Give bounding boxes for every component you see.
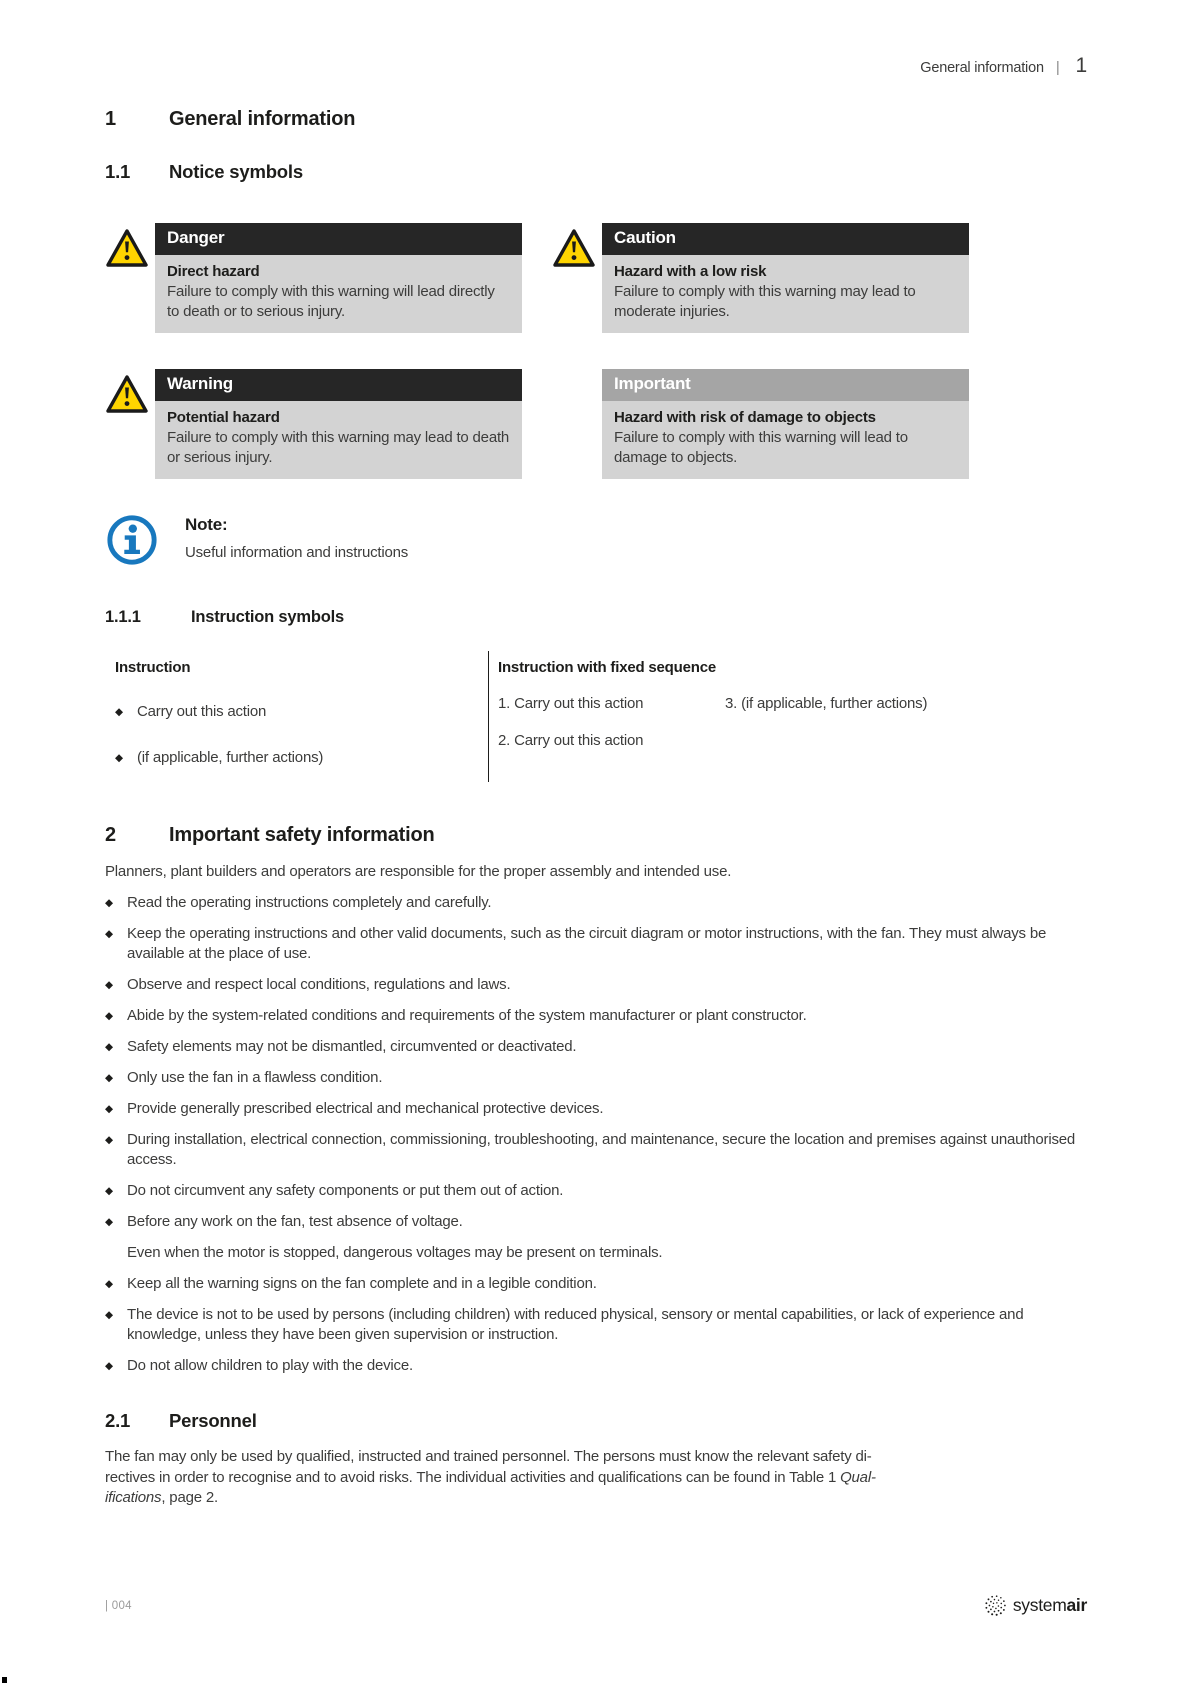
footer-page-id: | 004 [105,1599,132,1612]
caution-subject: Hazard with a low risk [614,263,767,280]
diamond-bullet-icon: ◆ [105,1102,113,1115]
table-cell: 1. Carry out this action [498,695,644,712]
list-item-text: Safety elements may not be dismantled, circumvented or deactivated. [127,1038,577,1055]
warning-notice [105,369,522,479]
table-col1-header: Instruction [115,659,191,676]
safety-intro: Planners, plant builders and operators are responsible for the proper assembly and intended use. [105,863,732,880]
personnel-paragraph [105,1447,1087,1509]
systemair-logo [984,1594,1087,1617]
danger-subject: Direct hazard [167,263,260,280]
table-row [115,748,474,768]
list-item-text: Provide generally prescribed electrical and mechanical protective devices. [127,1100,604,1117]
note-label: Note: [185,515,228,534]
heading-number: 2 [105,824,116,846]
list-item [105,893,1087,913]
page-footer [105,1594,1087,1617]
list-item-text: Do not circumvent any safety components or put them out of action. [127,1182,564,1199]
diamond-bullet-icon: ◆ [115,705,123,718]
list-item-text: During installation, electrical connection, commissioning, troubleshooting, and maintenance, secure the location and premises against unauthorised access. [127,1131,1076,1168]
heading-notice-symbols [105,161,1087,183]
heading-personnel [105,1410,1087,1432]
list-item-text: Keep the operating instructions and other valid documents, such as the circuit diagram or motor instructions, with the fan. They must always be available at the place of use. [127,925,1047,962]
heading-number: 1.1 [105,161,131,182]
diamond-bullet-icon: ◆ [105,1215,113,1228]
list-item [105,1099,1087,1119]
list-item-text: The device is not to be used by persons (including children) with reduced physical, sensory or mental capabilities, or lack of experience and knowledge, unless they have been given supervision or instruction. [127,1306,1024,1343]
diamond-bullet-icon: ◆ [105,1040,113,1053]
running-header [105,54,1087,78]
systemair-fan-icon [984,1594,1007,1617]
heading-number: 2.1 [105,1410,131,1431]
list-item [105,1356,1087,1376]
table-reference: Qual- [840,1468,876,1486]
note-text: Useful information and instructions [185,544,409,561]
list-item [105,1274,1087,1294]
diamond-bullet-icon: ◆ [105,1308,113,1321]
icon-spacer [552,369,602,374]
list-item [105,1068,1087,1088]
warning-subject: Potential hazard [167,409,280,426]
table-col2-header: Instruction with fixed sequence [498,659,717,676]
page-number: 1 [1075,54,1087,77]
table-cell: Carry out this action [137,703,267,720]
important-header: Important [602,369,969,401]
table-cell-empty [725,732,1087,749]
brand-name-regular: system [1012,1595,1067,1615]
diamond-bullet-icon: ◆ [105,978,113,991]
info-icon [105,513,163,572]
list-item [105,1181,1087,1201]
diamond-bullet-icon: ◆ [105,1071,113,1084]
heading-important-safety-information [105,824,1087,847]
diamond-bullet-icon: ◆ [105,1277,113,1290]
paragraph-line [105,1488,1087,1509]
paragraph-text: The fan may only be used by qualified, instructed and trained personnel. The persons must know the relevant safety di- [105,1448,872,1465]
list-item [105,975,1087,995]
heading-number: 1.1.1 [105,608,141,626]
list-item-text: Read the operating instructions completely and carefully. [127,894,492,911]
table-reference: ifications [105,1489,162,1506]
heading-title: General information [169,108,356,130]
list-item [105,924,1087,964]
table-cell: 3. (if applicable, further actions) [725,695,928,712]
heading-general-information [105,108,1087,131]
list-item-text: Keep all the warning signs on the fan complete and in a legible condition. [127,1275,597,1292]
voltage-note: Even when the motor is stopped, dangerous voltages may be present on terminals. [127,1244,663,1261]
table-cell: 2. Carry out this action [498,732,644,749]
diamond-bullet-icon: ◆ [115,751,123,764]
running-header-separator: | [1055,59,1060,76]
note-block [105,513,1087,572]
diamond-bullet-icon: ◆ [105,1009,113,1022]
heading-number: 1 [105,108,116,130]
paragraph-line [105,1447,1087,1468]
paragraph-line [105,1468,1087,1489]
diamond-bullet-icon: ◆ [105,1133,113,1146]
diamond-bullet-icon: ◆ [105,927,113,940]
crop-mark [2,1677,7,1683]
list-item-text: Observe and respect local conditions, regulations and laws. [127,976,511,993]
list-item [105,1037,1087,1057]
instruction-symbols-table [105,651,1087,782]
list-item-text: Abide by the system-related conditions and requirements of the system manufacturer or plant constructor. [127,1007,807,1024]
warning-text: Failure to comply with this warning may lead to death or serious injury. [167,429,510,466]
notice-boxes [105,223,1087,479]
warning-header: Warning [155,369,522,401]
important-notice [552,369,969,479]
heading-title: Notice symbols [169,161,303,182]
caution-header: Caution [602,223,969,255]
diamond-bullet-icon: ◆ [105,896,113,909]
heading-title: Important safety information [169,824,435,846]
heading-title: Personnel [169,1410,257,1431]
brand-name-bold: air [1066,1595,1087,1615]
danger-header: Danger [155,223,522,255]
warning-triangle-icon [552,223,602,273]
safety-bullet-list [105,893,1087,1376]
important-text: Failure to comply with this warning will lead to damage to objects. [614,429,908,466]
danger-notice [105,223,522,333]
list-item [105,1130,1087,1170]
paragraph-text: rectives in order to recognise and to avoid risks. The individual activities and qualifications can be found in Table 1 [105,1468,841,1486]
diamond-bullet-icon: ◆ [105,1359,113,1372]
paragraph-text: , page 2. [161,1489,218,1506]
list-item [105,1305,1087,1345]
list-item [105,1212,1087,1232]
table-cell: (if applicable, further actions) [137,749,324,766]
warning-triangle-icon [105,223,155,273]
heading-title: Instruction symbols [191,608,344,626]
list-item [105,1006,1087,1026]
caution-notice [552,223,969,333]
diamond-bullet-icon: ◆ [105,1184,113,1197]
caution-text: Failure to comply with this warning may lead to moderate injuries. [614,283,916,320]
heading-instruction-symbols [105,608,1087,627]
list-item-text: Before any work on the fan, test absence of voltage. [127,1213,463,1230]
warning-triangle-icon [105,369,155,419]
important-subject: Hazard with risk of damage to objects [614,409,876,426]
running-header-title: General information [920,60,1044,76]
list-item-text: Only use the fan in a flawless condition. [127,1069,383,1086]
danger-text: Failure to comply with this warning will lead directly to death or to serious injury. [167,283,495,320]
list-item-text: Do not allow children to play with the device. [127,1357,413,1374]
table-row [115,702,474,722]
